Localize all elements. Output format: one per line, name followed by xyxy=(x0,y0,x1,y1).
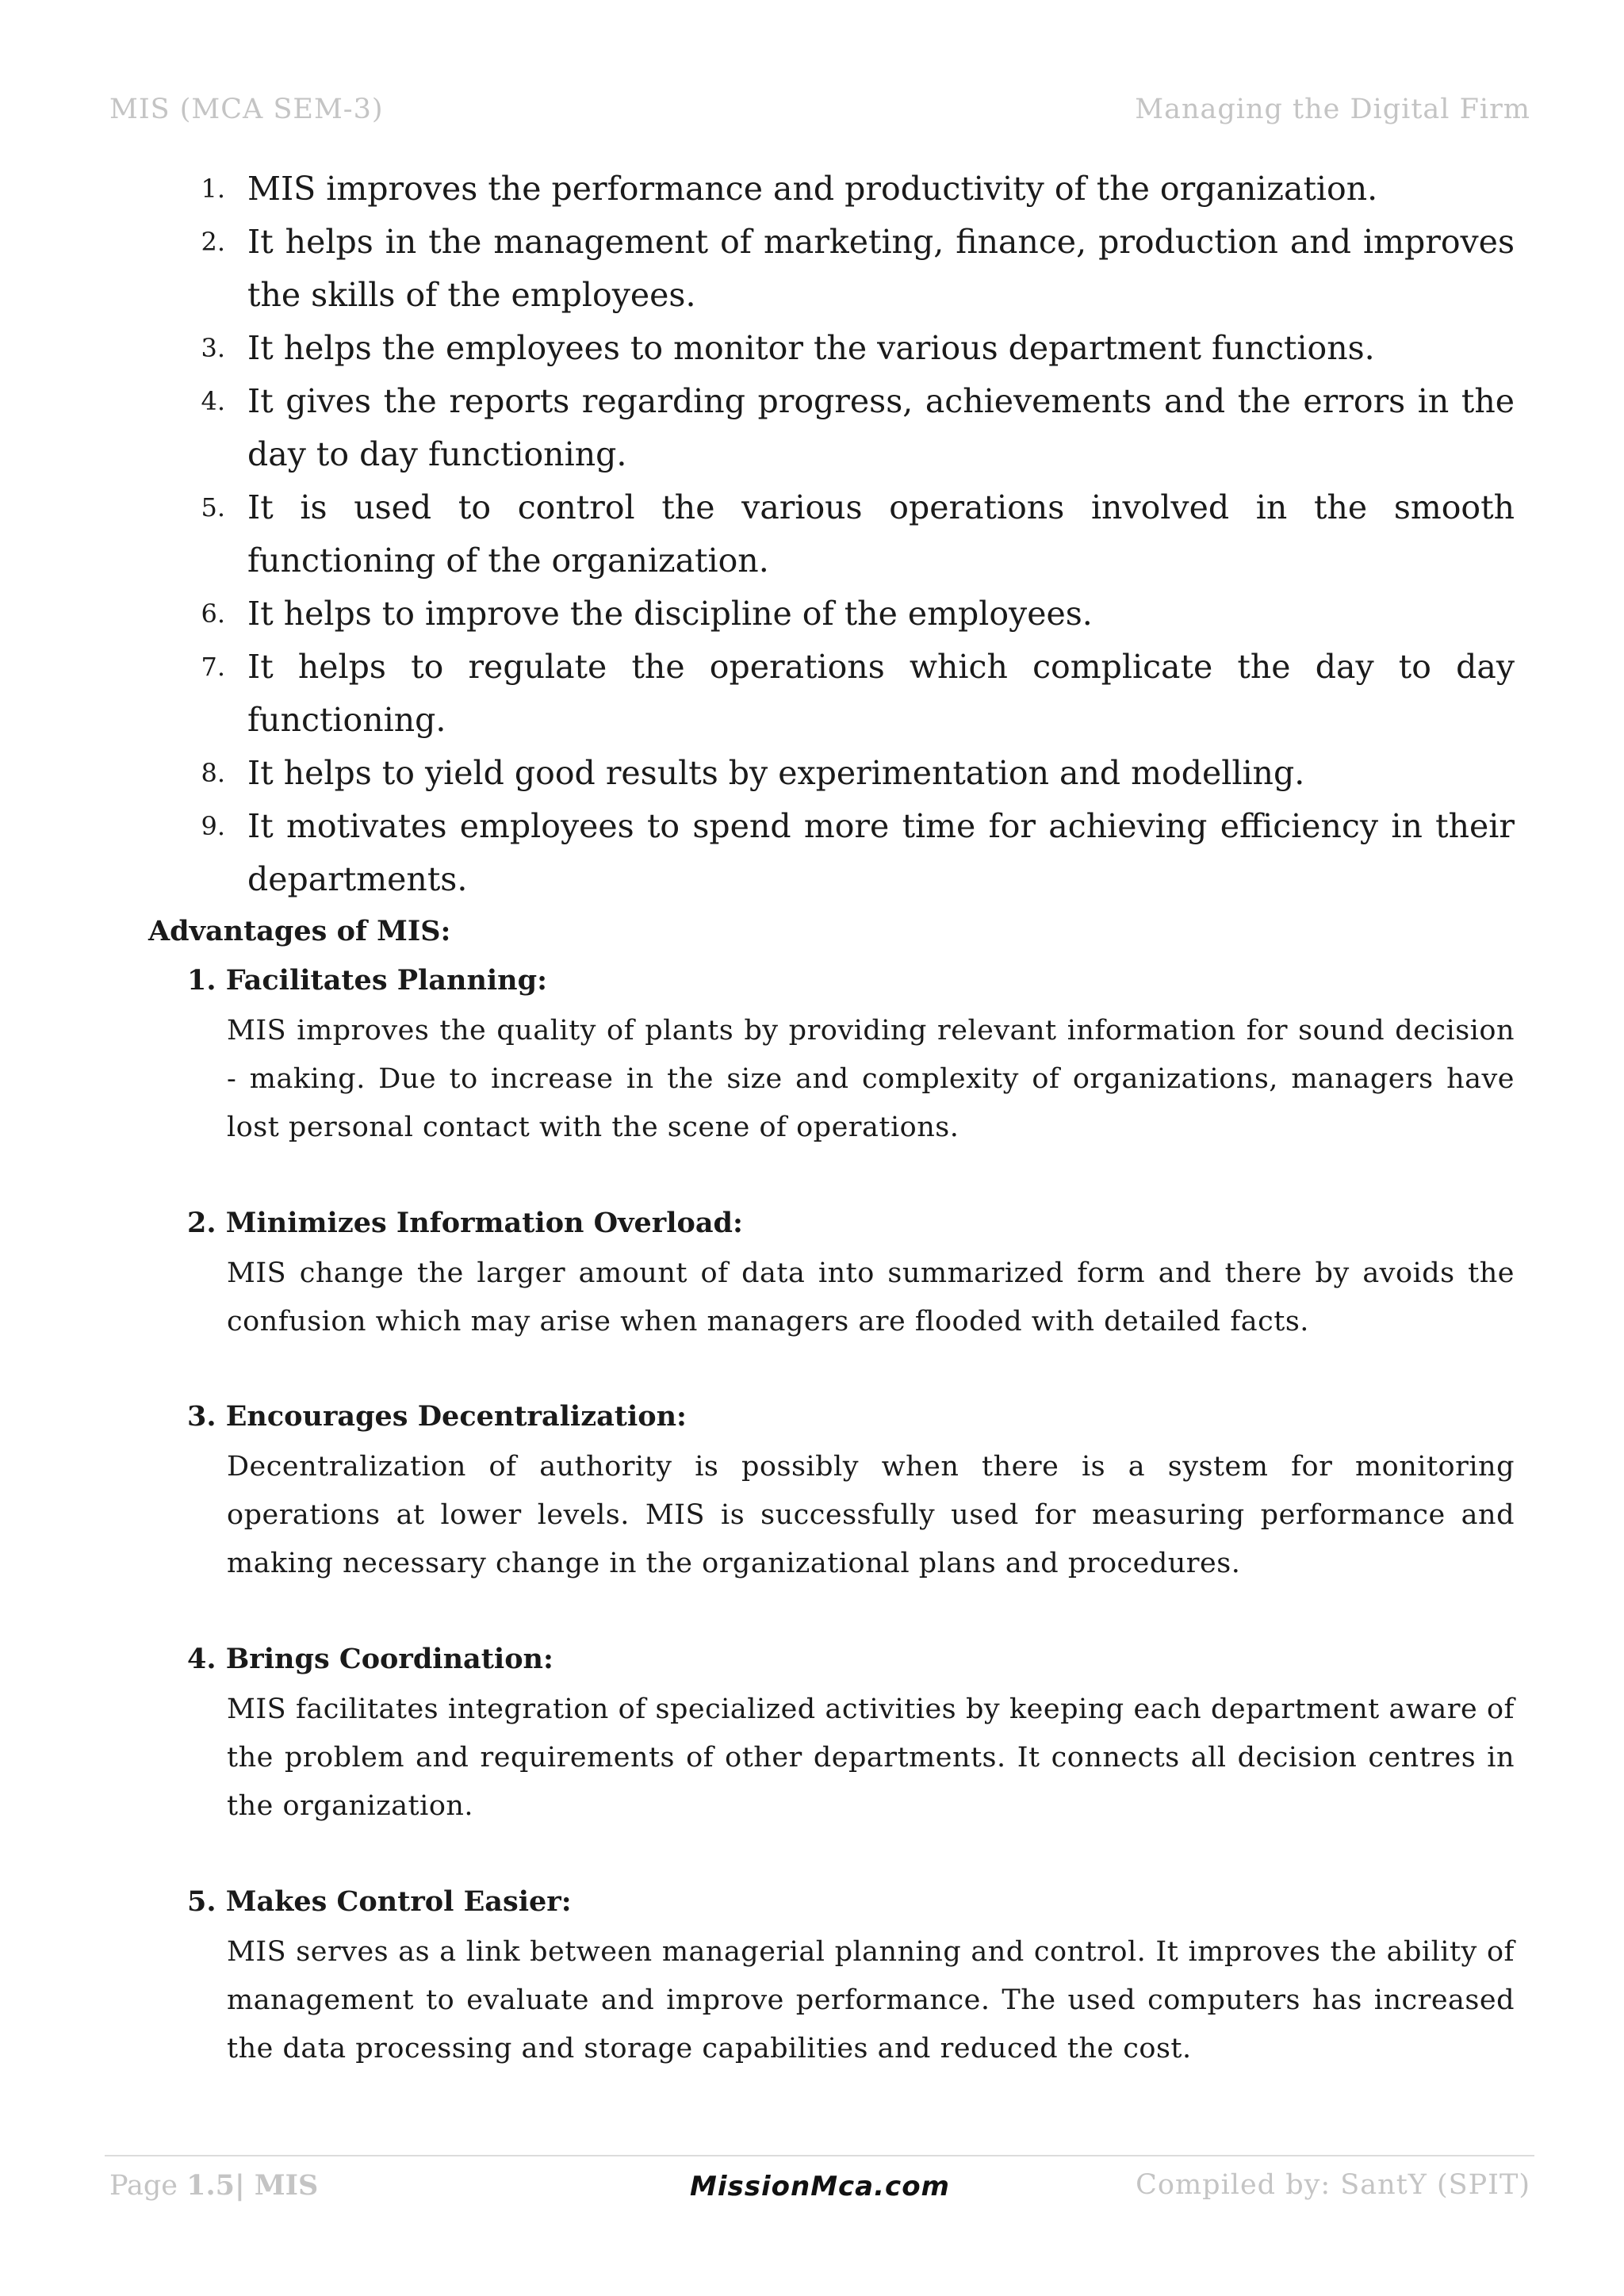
list-item xyxy=(197,800,1515,906)
missionmca-logo: MissionMca.com xyxy=(690,2171,950,2202)
advantages-heading: Advantages of MIS: xyxy=(148,915,451,947)
advantage-title: 1. Facilitates Planning: xyxy=(187,964,548,997)
footer-subject: | MIS xyxy=(235,2169,319,2202)
list-item xyxy=(197,641,1515,747)
list-item-text: MIS improves the performance and productivity of the organization. xyxy=(247,170,1378,208)
advantage-title: 5. Makes Control Easier: xyxy=(187,1885,572,1918)
list-item xyxy=(197,216,1515,322)
list-item-text: It helps the employees to monitor the various department functions. xyxy=(247,329,1375,367)
list-item-text: It helps to yield good results by experimentation and modelling. xyxy=(247,754,1305,792)
advantage-body: MIS improves the quality of plants by providing relevant information for sound decision - making. Due to increase in the size and complexity of organizations, managers have lost personal contact with the scene of operations. xyxy=(227,1015,1515,1143)
footer-compiled-by: Compiled by: SantY (SPIT) xyxy=(1136,2169,1530,2201)
list-item-text: It helps to regulate the operations which complicate the day to day functioning. xyxy=(247,648,1515,739)
advantage-body: MIS serves as a link between managerial planning and control. It improves the ability of management to evaluate and improve performance. The used computers has increased the data processing and storage capabilities and reduced the cost. xyxy=(227,1936,1515,2064)
footer-divider xyxy=(105,2155,1534,2156)
list-item-number: 5. xyxy=(201,492,225,522)
list-item-text: It is used to control the various operations involved in the smooth functioning of the organization. xyxy=(247,488,1515,580)
advantage-brings-coordination xyxy=(187,1640,1515,1831)
page-footer xyxy=(109,2169,1530,2217)
list-item xyxy=(197,481,1515,587)
list-item-number: 4. xyxy=(201,386,225,416)
advantage-body: MIS change the larger amount of data into summarized form and there by avoids the confusion which may arise when managers are flooded with detailed facts. xyxy=(227,1257,1515,1337)
advantage-title: 4. Brings Coordination: xyxy=(187,1643,553,1675)
advantage-facilitates-planning xyxy=(187,961,1515,1152)
list-item-number: 8. xyxy=(201,758,225,788)
list-item xyxy=(197,375,1515,481)
list-item-text: It helps to improve the discipline of the employees. xyxy=(247,595,1093,633)
advantage-minimizes-overload xyxy=(187,1203,1515,1346)
list-item-number: 1. xyxy=(201,174,225,204)
header-chapter-title: Managing the Digital Firm xyxy=(1135,94,1530,125)
advantage-body: MIS facilitates integration of specialized activities by keeping each department aware of the problem and requirements of other departments. It connects all decision centres in the organization. xyxy=(227,1693,1515,1822)
list-item-number: 7. xyxy=(201,652,225,682)
list-item-number: 6. xyxy=(201,599,225,629)
list-item xyxy=(197,322,1515,375)
advantage-encourages-decentralization xyxy=(187,1397,1515,1588)
page-header xyxy=(109,94,1530,133)
header-course-label: MIS (MCA SEM-3) xyxy=(109,94,384,125)
mis-benefits-list xyxy=(197,163,1515,906)
footer-page-number: 1.5 xyxy=(186,2169,236,2202)
advantage-body: Decentralization of authority is possibly when there is a system for monitoring operations at lower levels. MIS is successfully used for measuring performance and making necessary change in the organizational plans and procedures. xyxy=(227,1451,1515,1579)
list-item xyxy=(197,747,1515,800)
advantage-makes-control-easier xyxy=(187,1882,1515,2073)
advantage-title: 3. Encourages Decentralization: xyxy=(187,1400,687,1433)
list-item-text: It gives the reports regarding progress, achievements and the errors in the day to day functioning. xyxy=(247,382,1515,473)
list-item xyxy=(197,163,1515,216)
list-item-number: 3. xyxy=(201,333,225,363)
list-item xyxy=(197,587,1515,641)
list-item-text: It motivates employees to spend more time for achieving efficiency in their departments. xyxy=(247,807,1515,898)
list-item-number: 9. xyxy=(201,811,225,841)
list-item-text: It helps in the management of marketing, finance, production and improves the skills of the employees. xyxy=(247,223,1515,314)
list-item-number: 2. xyxy=(201,227,225,257)
footer-page-label: Page xyxy=(109,2170,178,2202)
advantage-title: 2. Minimizes Information Overload: xyxy=(187,1207,743,1239)
